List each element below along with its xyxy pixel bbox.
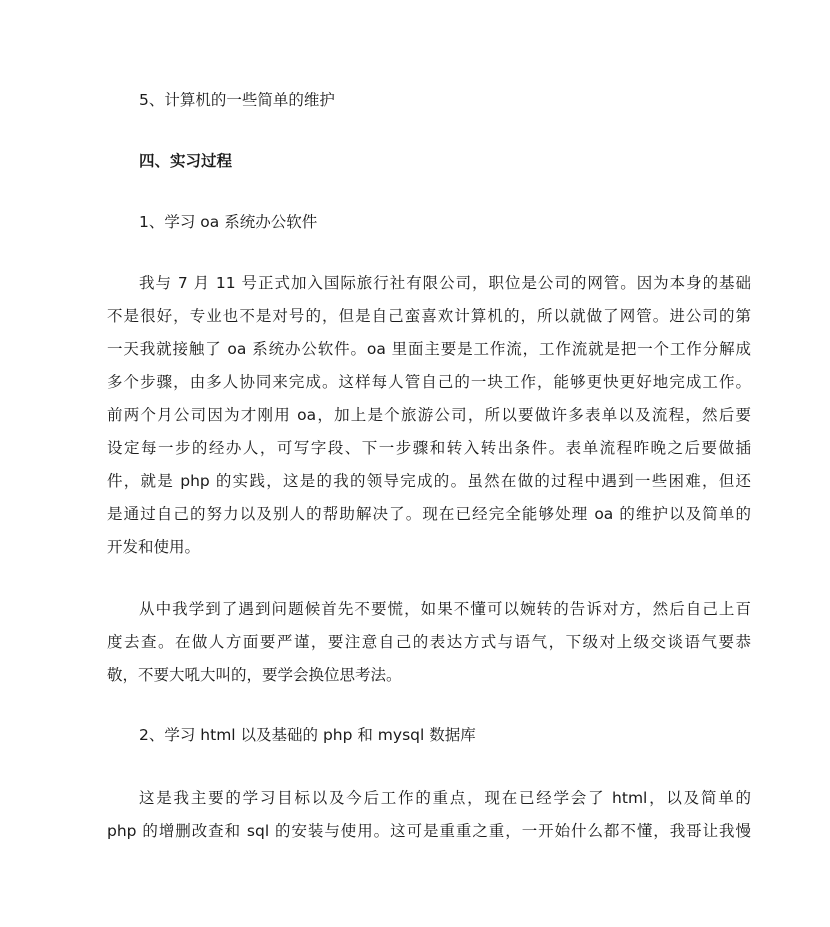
paragraph-line: 开发和使用。 [107, 538, 201, 556]
paragraph-line: 度去查。在做人方面要严谨，要注意自己的表达方式与语气，下级对上级交谈语气要恭 [107, 633, 751, 651]
paragraph-line: 一天我就接触了 oa 系统办公软件。oa 里面主要是工作流，工作流就是把一个工作分解成 [107, 340, 751, 358]
paragraph-line: php 的增删改查和 sql 的安装与使用。这可是重重之重，一开始什么都不懂，我哥让我慢 [107, 822, 751, 840]
paragraph-line: 设定每一步的经办人，可写字段、下一步骤和转入转出条件。表单流程昨晚之后要做插 [107, 439, 751, 457]
paragraph-line: 这是我主要的学习目标以及今后工作的重点，现在已经学会了 html，以及简单的 [139, 789, 751, 807]
paragraph-line: 是通过自己的努力以及别人的帮助解决了。现在已经完全能够处理 oa 的维护以及简单的 [107, 505, 751, 523]
section-heading: 四、实习过程 [139, 152, 233, 170]
list-item-maintenance: 5、计算机的一些简单的维护 [139, 91, 335, 109]
subsection-heading-html: 2、学习 html 以及基础的 php 和 mysql 数据库 [139, 726, 476, 744]
paragraph-line: 件，就是 php 的实践，这是的我的领导完成的。虽然在做的过程中遇到一些困难，但还 [107, 472, 751, 490]
paragraph-line: 不是很好，专业也不是对号的，但是自己蛮喜欢计算机的，所以就做了网管。进公司的第 [107, 307, 751, 325]
paragraph-line: 前两个月公司因为才刚用 oa，加上是个旅游公司，所以要做许多表单以及流程，然后要 [107, 406, 751, 424]
paragraph-line: 我与 7 月 11 号正式加入国际旅行社有限公司，职位是公司的网管。因为本身的基础 [139, 274, 751, 292]
paragraph-line: 敬，不要大吼大叫的，要学会换位思考法。 [107, 666, 402, 684]
subsection-heading-oa: 1、学习 oa 系统办公软件 [139, 213, 318, 231]
paragraph-line: 多个步骤，由多人协同来完成。这样每人管自己的一块工作，能够更快更好地完成工作。 [107, 373, 751, 391]
paragraph-line: 从中我学到了遇到问题候首先不要慌，如果不懂可以婉转的告诉对方，然后自己上百 [139, 600, 751, 618]
